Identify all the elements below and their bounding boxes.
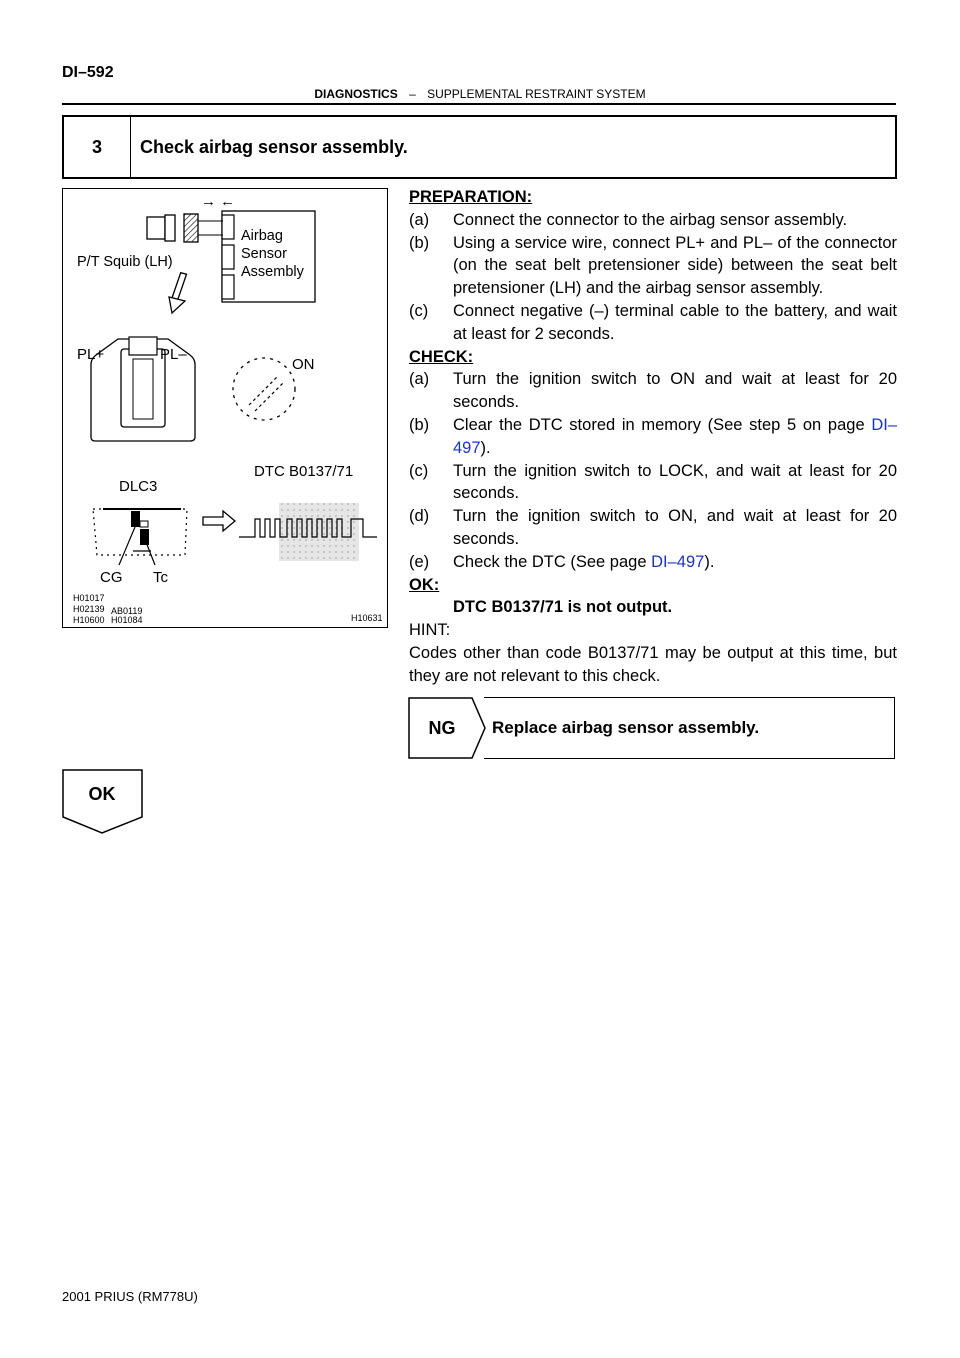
step-header-box [62,115,897,179]
ref-code: H10600 [73,615,105,625]
page-code: DI–592 [62,64,114,81]
hint-heading: HINT: [409,621,451,640]
ref-code: AB0119 [111,606,143,616]
pl-minus-label: PL– [160,346,187,363]
step-title: Check airbag sensor assembly. [140,137,408,157]
ok-result: DTC B0137/71 is not output. [453,598,673,617]
running-header [0,87,960,101]
procedure-text [409,186,897,688]
figure-code: H10631 [351,613,383,623]
check-step: (c) Turn the ignition switch to LOCK, and wait at least for 20 seconds. [409,461,897,503]
page-link[interactable]: DI–497 [651,552,705,571]
tc-label: Tc [153,569,168,586]
ok-heading: OK: [409,575,440,594]
inspection-figure [62,188,388,628]
cg-label: CG [100,569,123,586]
ref-code: H01084 [111,615,143,625]
ng-action-box [484,697,895,759]
ok-label: OK [88,784,116,804]
hint-text: Codes other than code B0137/71 may be output at this time, but they are not relevant to this check. [409,643,897,685]
airbag-sensor-label: Airbag Sensor Assembly [241,228,304,280]
page-link[interactable]: DI–497 [453,415,897,457]
check-step: (d) Turn the ignition switch to ON, and wait at least for 20 seconds. [409,507,897,548]
header-separator: – [409,87,416,101]
dlc3-label: DLC3 [119,478,158,495]
header-rule [62,103,896,105]
check-step: (b) Clear the DTC stored in memory (See step 5 on page DI–497). [409,415,897,457]
ignition-switch [233,358,295,420]
connect-arrows: → ← [201,193,236,210]
ref-code: H01017 [73,593,105,603]
check-step: (e) Check the DTC (See page DI–497). [409,552,715,571]
dtc-label: DTC B0137/71 [254,463,354,480]
prep-step: (a) Connect the connector to the airbag sensor assembly. [409,210,848,229]
squib-label: P/T Squib (LH) [77,254,173,270]
ng-label: NG [428,718,456,738]
dtc-waveform-area [279,503,359,561]
pl-plus-label: PL+ [77,346,105,363]
ng-action: Replace airbag sensor assembly. [492,718,760,737]
prep-step: (c) Connect negative (–) terminal cable to the battery, and wait at least for 2 seconds. [409,301,897,343]
header-subsection: SUPPLEMENTAL RESTRAINT SYSTEM [427,87,646,101]
on-label: ON [292,356,315,373]
check-heading: CHECK: [409,347,474,366]
header-section: DIAGNOSTICS [314,87,398,101]
ref-code: H02139 [73,604,105,614]
prep-step: (b) Using a service wire, connect PL+ and PL– of the connector (on the seat belt pretensioner side) between the seat belt pretensioner (LH) and the airbag sensor assembly. [409,233,897,298]
step-number: 3 [64,117,131,177]
figure-drawing [63,189,389,629]
footer: 2001 PRIUS (RM778U) [62,1289,198,1304]
preparation-heading: PREPARATION: [409,188,533,206]
check-step: (a) Turn the ignition switch to ON and wait at least for 20 seconds. [409,370,897,412]
